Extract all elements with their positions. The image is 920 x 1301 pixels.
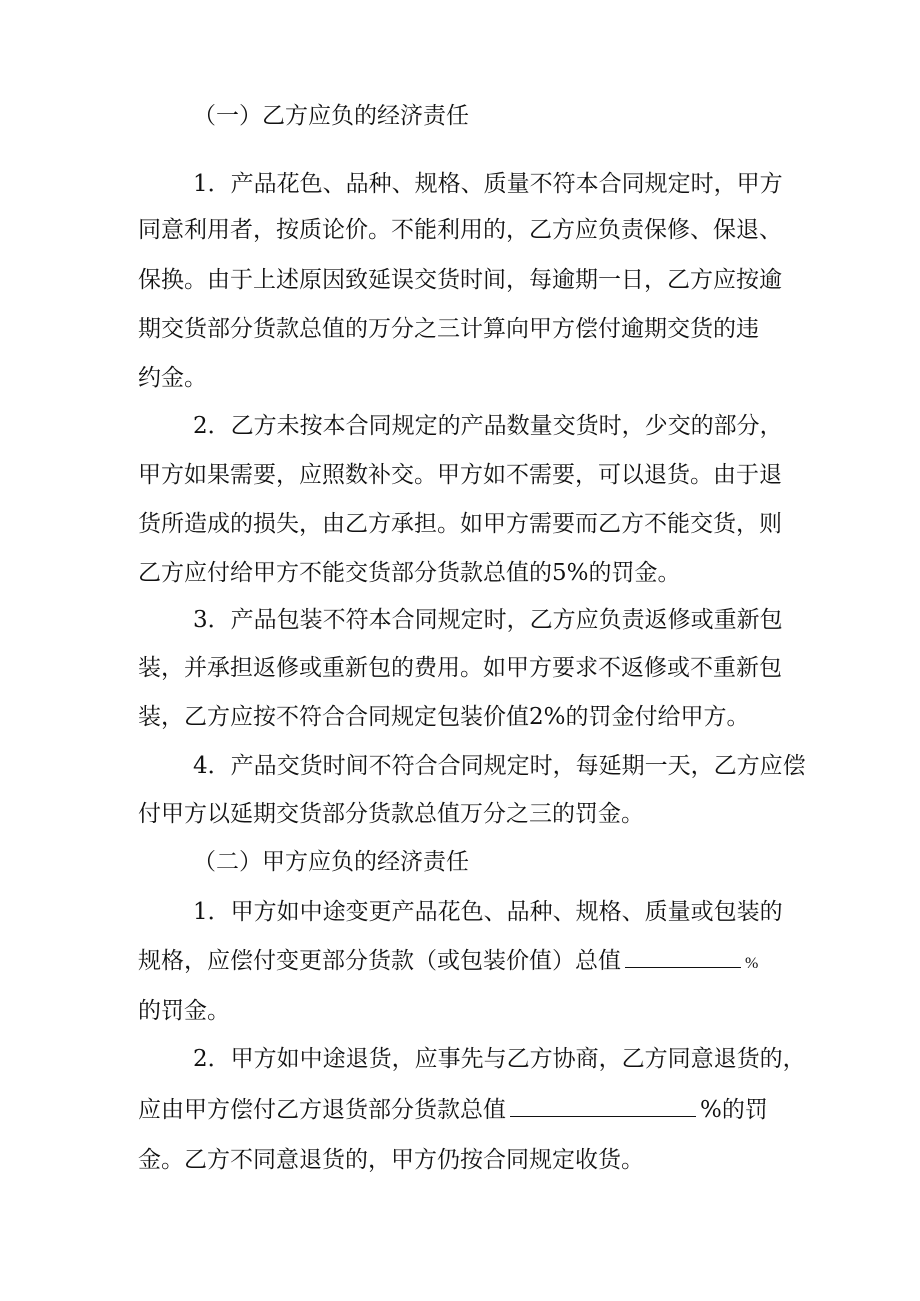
fill-in-blank[interactable] [510, 1094, 696, 1117]
paragraph-line: 装，乙方应按不符合合同规定包装价值2%的罚金付给甲方。 [138, 704, 750, 730]
paragraph-line: 2．乙方未按本合同规定的产品数量交货时，少交的部分， [193, 413, 783, 439]
text-before-blank: 规格，应偿付变更部分货款（或包装价值）总值 [138, 948, 621, 974]
paragraph-line-with-blank [0, 1094, 920, 1126]
paragraph-line: 的罚金。 [138, 998, 230, 1024]
paragraph-line: 4．产品交货时间不符合合同规定时，每延期一天，乙方应偿 [193, 753, 806, 779]
paragraph-line: 付甲方以延期交货部分货款总值万分之三的罚金。 [138, 801, 644, 827]
paragraph-line: 1．甲方如中途变更产品花色、品种、规格、质量或包装的 [193, 899, 783, 925]
paragraph-line: 甲方如果需要，应照数补交。甲方如不需要，可以退货。由于退 [138, 462, 782, 488]
paragraph-line: 货所造成的损失，由乙方承担。如甲方需要而乙方不能交货，则 [138, 511, 782, 537]
percent-suffix: %的罚 [700, 1097, 768, 1123]
paragraph-line: 金。乙方不同意退货的，甲方仍按合同规定收货。 [138, 1147, 644, 1173]
paragraph-line: 3．产品包装不符本合同规定时，乙方应负责返修或重新包 [193, 607, 783, 633]
paragraph-line: 乙方应付给甲方不能交货部分货款总值的5%的罚金。 [138, 560, 681, 586]
paragraph-line: 期交货部分货款总值的万分之三计算向甲方偿付逾期交货的违 [138, 316, 759, 342]
paragraph-line: 2．甲方如中途退货，应事先与乙方协商，乙方同意退货的， [193, 1046, 806, 1072]
paragraph-line-with-blank [0, 945, 920, 980]
paragraph-line: 保换。由于上述原因致延误交货时间，每逾期一日，乙方应按逾 [138, 267, 782, 293]
section-heading-1: （一）乙方应负的经济责任 [193, 103, 469, 129]
paragraph-line: 约金。 [138, 365, 207, 391]
paragraph-line: 1．产品花色、品种、规格、质量不符本合同规定时，甲方 [193, 171, 783, 197]
paragraph-line: 同意利用者，按质论价。不能利用的，乙方应负责保修、保退、 [138, 217, 782, 243]
paragraph-line: 装，并承担返修或重新包的费用。如甲方要求不返修或不重新包 [138, 655, 782, 681]
fill-in-blank[interactable] [625, 945, 741, 968]
percent-sign: % [745, 955, 759, 972]
section-heading-2: （二）甲方应负的经济责任 [193, 849, 469, 875]
text-before-blank: 应由甲方偿付乙方退货部分货款总值 [138, 1097, 506, 1123]
